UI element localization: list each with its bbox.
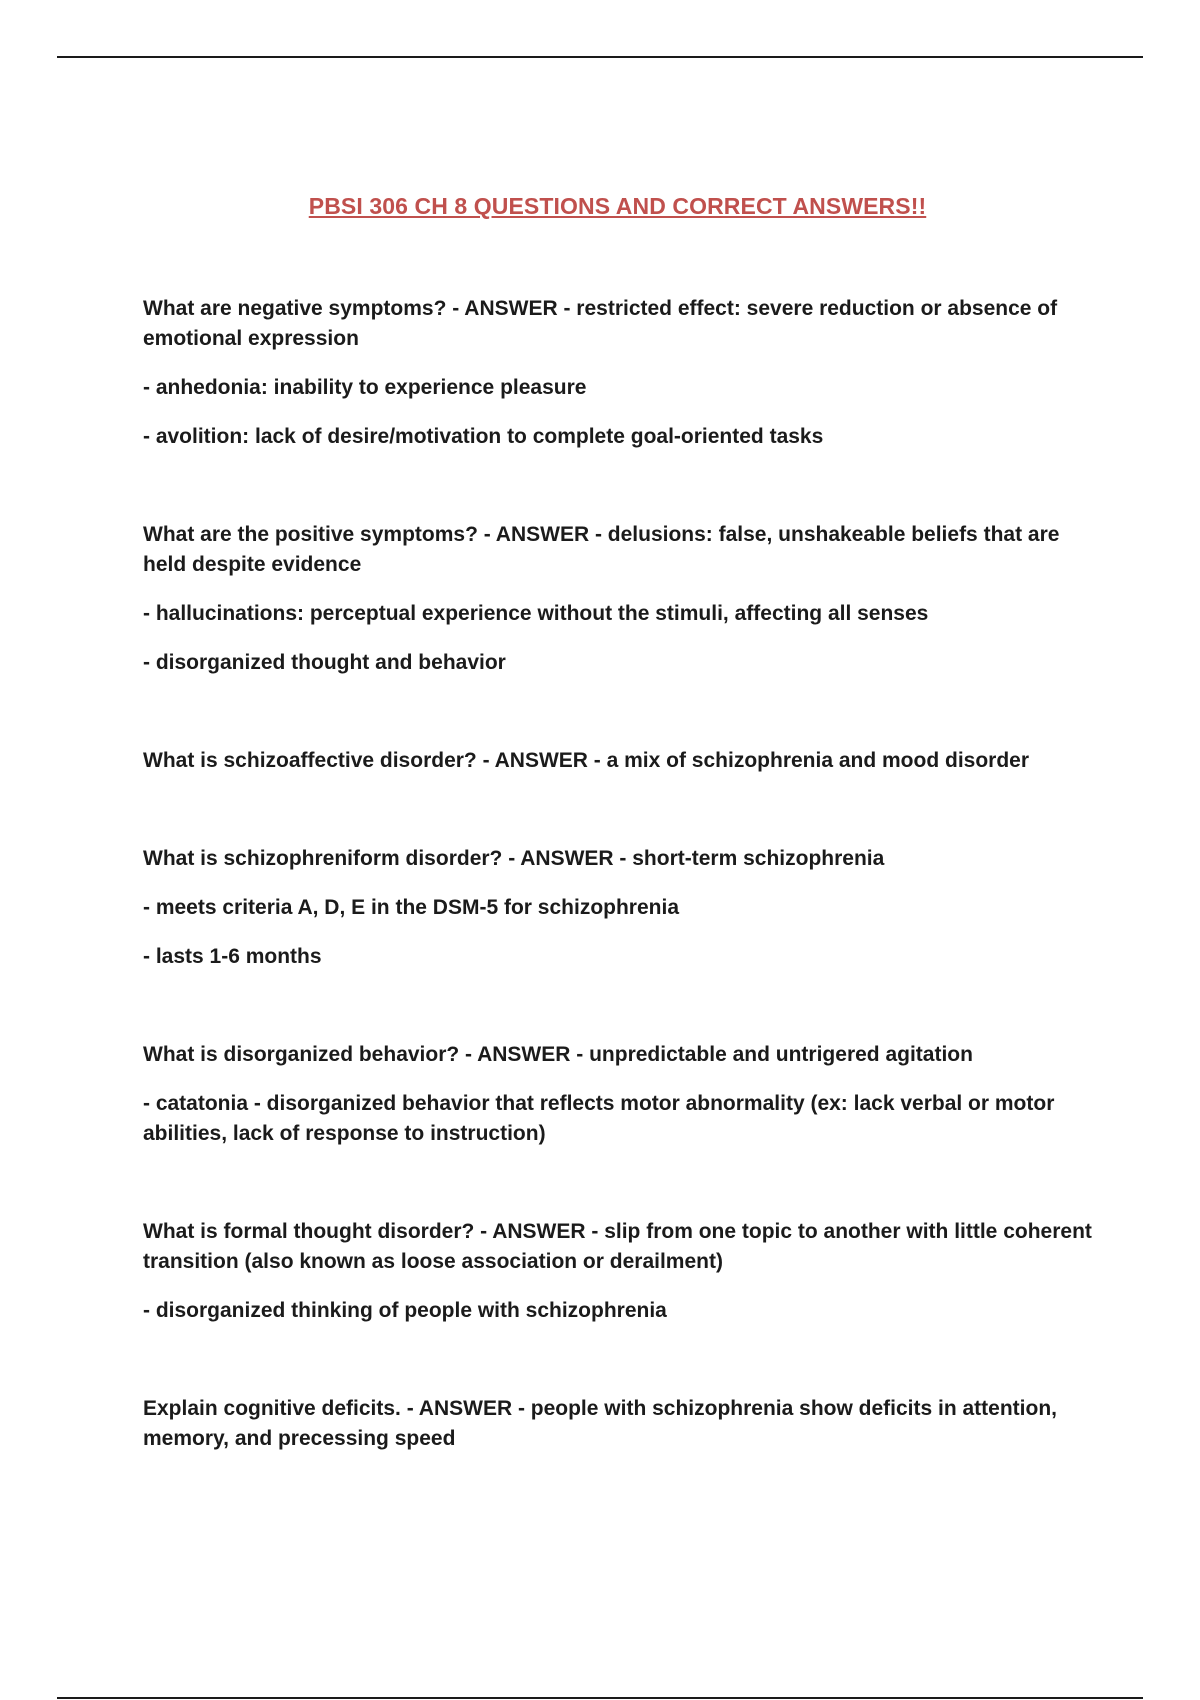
qa-line: Explain cognitive deficits. - ANSWER - people with schizophrenia show deficits in attention, memory, and precessing speed: [143, 1397, 1057, 1450]
qa-entry: [143, 294, 1093, 452]
document-title: PBSI 306 CH 8 QUESTIONS AND CORRECT ANSWERS!!: [308, 193, 927, 219]
qa-line: What is formal thought disorder? - ANSWER - slip from one topic to another with little coherent transition (also known as loose association or derailment): [143, 1220, 1092, 1273]
qa-list: [143, 294, 1093, 1522]
qa-line: What is disorganized behavior? - ANSWER - unpredictable and untrigered agitation: [143, 1043, 973, 1066]
qa-line: - disorganized thinking of people with schizophrenia: [143, 1299, 667, 1322]
qa-line: What are the positive symptoms? - ANSWER - delusions: false, unshakeable beliefs that are held despite evidence: [143, 523, 1060, 576]
top-divider: [57, 56, 1143, 58]
qa-line: - hallucinations: perceptual experience without the stimuli, affecting all senses: [143, 602, 929, 625]
qa-line: What is schizophreniform disorder? - ANSWER - short-term schizophrenia: [143, 847, 885, 870]
bottom-divider: [57, 1697, 1143, 1699]
qa-line: What are negative symptoms? - ANSWER - restricted effect: severe reduction or absence of emotional expression: [143, 297, 1058, 350]
qa-entry: [143, 1217, 1093, 1326]
qa-line: - catatonia - disorganized behavior that reflects motor abnormality (ex: lack verbal or motor abilities, lack of response to instruction): [143, 1092, 1055, 1145]
qa-line: - lasts 1-6 months: [143, 945, 322, 968]
qa-entry: [143, 1040, 1093, 1149]
qa-entry: [143, 520, 1093, 678]
qa-line: What is schizoaffective disorder? - ANSWER - a mix of schizophrenia and mood disorder: [143, 749, 1030, 772]
qa-entry: [143, 746, 1093, 776]
qa-line: - avolition: lack of desire/motivation to complete goal-oriented tasks: [143, 425, 824, 448]
qa-entry: [143, 1394, 1093, 1454]
qa-line: - meets criteria A, D, E in the DSM-5 for schizophrenia: [143, 896, 680, 919]
qa-entry: [143, 844, 1093, 972]
qa-line: - disorganized thought and behavior: [143, 651, 506, 674]
qa-line: - anhedonia: inability to experience pleasure: [143, 376, 587, 399]
